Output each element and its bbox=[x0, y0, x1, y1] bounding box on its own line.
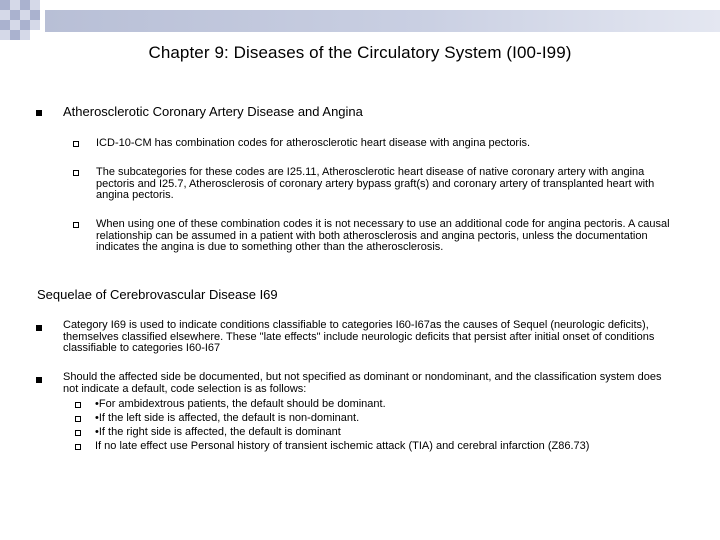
section1-item-2: The subcategories for these codes are I25.11, Atherosclerotic heart disease of native coronary artery with angina pectoris and I25.7, Atherosclerosis of coronary artery bypass graft(s) and coronary artery of transplanted heart with angina pectoris. bbox=[96, 166, 655, 202]
hollow-square-bullet-icon bbox=[73, 141, 79, 147]
section2-item-1: Category I69 is used to indicate conditions classifiable to categories I60-I67as the causes of Sequel (neurologic deficits), themselves classified elsewhere. These "late effects" include neurologic deficits that persist after initial onset of conditions classifiable to categories I60-I67 bbox=[63, 319, 655, 355]
section2-heading: Sequelae of Cerebrovascular Disease I69 bbox=[37, 287, 278, 302]
hollow-square-bullet-icon bbox=[75, 444, 81, 450]
section1-item-1: ICD-10-CM has combination codes for atherosclerotic heart disease with angina pectoris. bbox=[96, 137, 531, 149]
section2-subitem-3: •If the right side is affected, the default is dominant bbox=[95, 426, 341, 438]
section2-subitem-2: •If the left side is affected, the default is non-dominant. bbox=[95, 412, 360, 424]
hollow-square-bullet-icon bbox=[75, 416, 81, 422]
hollow-square-bullet-icon bbox=[73, 170, 79, 176]
bullet-square-icon bbox=[36, 377, 42, 383]
section1-heading: Atherosclerotic Coronary Artery Disease and Angina bbox=[63, 104, 363, 119]
section2-subitem-1: •For ambidextrous patients, the default should be dominant. bbox=[95, 398, 386, 410]
section1-item-3: When using one of these combination codes it is not necessary to use an additional code for angina pectoris. A causal relationship can be assumed in a patient with both atherosclerosis and angina pectoris, unless the documentation indicates the angina is due to something other than the atherosclerosis. bbox=[96, 218, 670, 254]
section2-item-2: Should the affected side be documented, but not specified as dominant or nondominant, and the classification system does not indicate a default, code selection is as follows: bbox=[63, 371, 662, 395]
bullet-square-icon bbox=[36, 325, 42, 331]
hollow-square-bullet-icon bbox=[73, 222, 79, 228]
hollow-square-bullet-icon bbox=[75, 402, 81, 408]
page-title: Chapter 9: Diseases of the Circulatory System (I00-I99) bbox=[148, 43, 572, 62]
hollow-square-bullet-icon bbox=[75, 430, 81, 436]
decorative-header-pattern bbox=[0, 0, 720, 40]
section2-subitem-4: If no late effect use Personal history of transient ischemic attack (TIA) and cerebral infarction (Z86.73) bbox=[95, 440, 590, 452]
bullet-square-icon bbox=[36, 110, 42, 116]
